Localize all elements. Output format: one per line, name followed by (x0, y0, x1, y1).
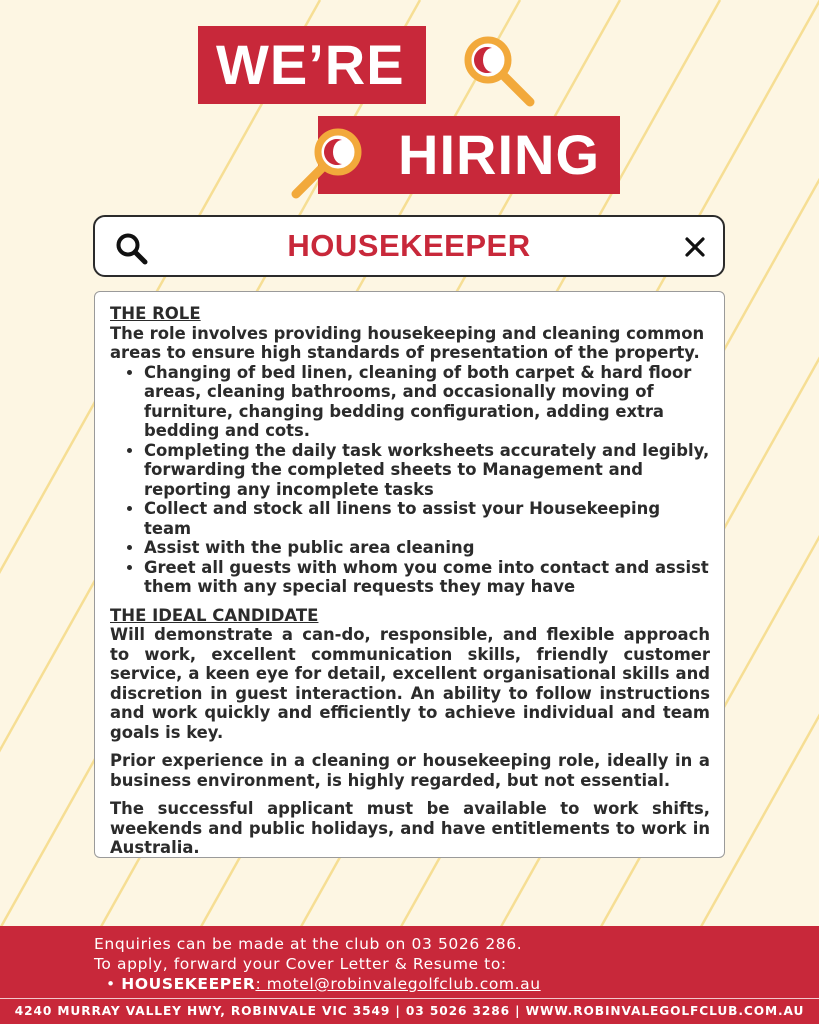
role-heading: THE ROLE (110, 304, 201, 323)
role-intro: The role involves providing housekeeping and cleaning common areas to ensure high standards of presentation of the property. (110, 323, 705, 362)
search-bar[interactable] (93, 215, 725, 277)
address-bar: 4240 MURRAY VALLEY HWY, ROBINVALE VIC 3549 | 03 5026 3286 | WWW.ROBINVALEGOLFCLUB.COM.AU (14, 1004, 805, 1018)
magnifier-icon (462, 34, 538, 110)
list-item: • Changing of bed linen, cleaning of both carpet & hard floor areas, cleaning bathrooms, and occasionally moving of furniture, changing bedding configuration, adding extra bedding and cots. (144, 363, 710, 441)
candidate-paragraph: Will demonstrate a can-do, responsible, and flexible approach to work, excellent communication skills, friendly customer service, a keen eye for detail, excellent organisational skills and discretion in guest interaction. An ability to follow instructions and work quickly and efficiently to achieve individual and team goals is key. (110, 625, 710, 742)
footer-divider (0, 998, 819, 999)
list-item: • Completing the daily task worksheets accurately and legibly, forwarding the completed sheets to Management and reporting any incomplete tasks (144, 441, 710, 500)
contact-label: HOUSEKEEPER (121, 975, 256, 993)
footer (0, 926, 819, 1024)
list-item: • Assist with the public area cleaning (144, 538, 710, 558)
magnifier-icon (288, 126, 364, 202)
candidate-heading: THE IDEAL CANDIDATE (110, 605, 319, 625)
job-title: HOUSEKEEPER (287, 228, 531, 263)
headline-hiring: HIRING (318, 116, 620, 194)
list-item: • Collect and stock all linens to assist your Housekeeping team (144, 499, 710, 538)
email-link[interactable]: : motel@robinvalegolfclub.com.au (255, 975, 541, 993)
role-bullet-list (110, 363, 710, 597)
contact-line (106, 975, 541, 993)
job-description-card (94, 291, 725, 858)
candidate-paragraph: Prior experience in a cleaning or housekeeping role, ideally in a business environment, is highly regarded, but not essential. (110, 751, 710, 790)
close-icon[interactable] (681, 233, 709, 261)
apply-text: To apply, forward your Cover Letter & Resume to: (94, 955, 507, 973)
list-item: • Greet all guests with whom you come into contact and assist them with any special requests they may have (144, 558, 710, 597)
headline-were: WE’RE (198, 26, 426, 104)
enquiries-text: Enquiries can be made at the club on 03 5026 286. (94, 935, 523, 953)
candidate-paragraph: The successful applicant must be available to work shifts, weekends and public holidays, and have entitlements to work in Australia. (110, 799, 710, 857)
bullet-icon: • (106, 975, 122, 993)
